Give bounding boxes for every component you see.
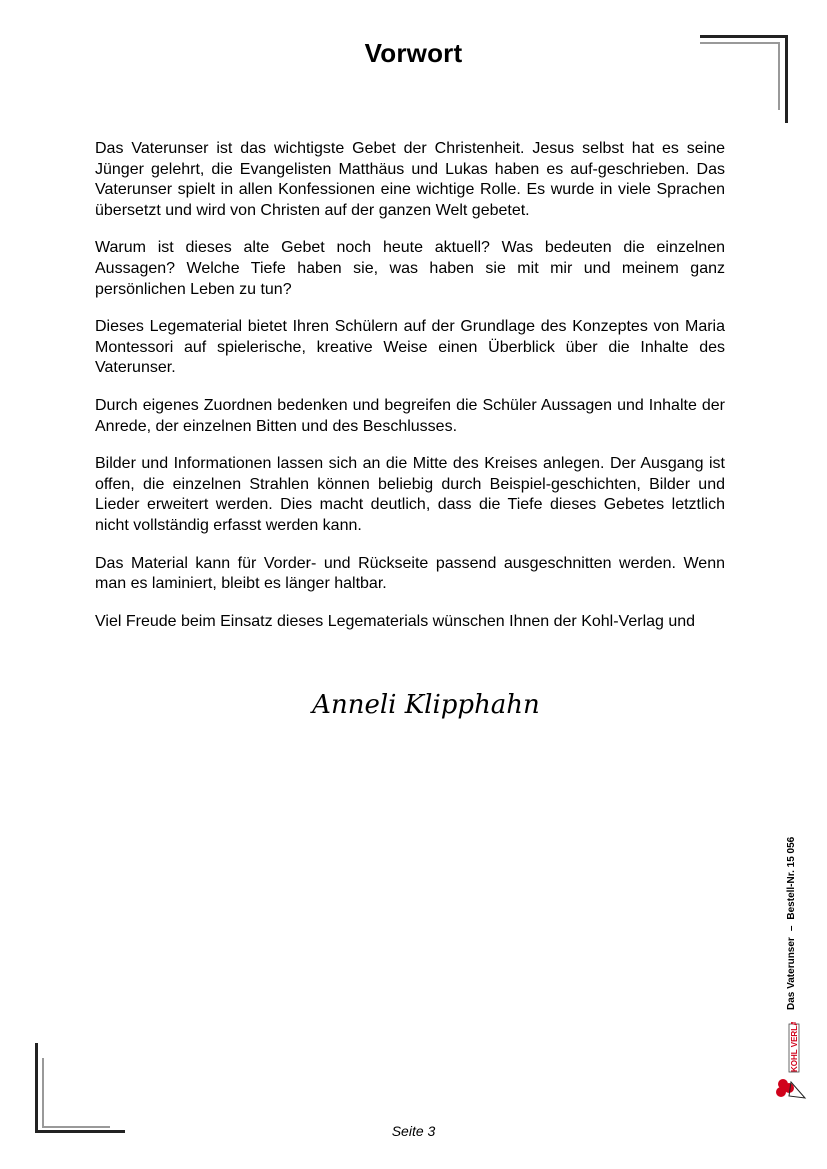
signature: Anneli Klipphahn [312, 690, 540, 720]
paragraph: Bilder und Informationen lassen sich an die Mitte des Kreises anlegen. Der Ausgang ist offen, die einzelnen Strahlen können beliebig durch Beispiel-geschichten, Bilder und Lieder erweitert werden. Dies macht deutlich, dass die Tiefe dieses Gebetes letztlich nicht vollständig erfasst werden kann. [95, 455, 725, 534]
separator: – [786, 925, 797, 932]
paragraph: Das Vaterunser ist das wichtigste Gebet der Christenheit. Jesus selbst hat es seine Jünger gelehrt, die Evangelisten Matthäus und Lukas haben es auf-geschrieben. Das Vaterunser spielt in allen Konfessionen eine wichtige Rolle. Es wurde in viele Sprachen übersetzt und wird von Christen auf der ganzen Welt gebetet. [95, 140, 725, 219]
page-title: Vorwort [364, 38, 463, 68]
order-number: Bestell-Nr. 15 056 [786, 836, 797, 920]
side-publication-info [786, 830, 797, 1010]
logo-icon [775, 1022, 809, 1102]
paragraph: Warum ist dieses alte Gebet noch heute aktuell? Was bedeuten die einzelnen Aussagen? Welche Tiefe haben sie, was haben sie mit mir und meinem ganz persönlichen Leben zu tun? [95, 239, 725, 298]
paragraph: Das Material kann für Vorder- und Rückseite passend ausgeschnitten werden. Wenn man es laminiert, bleibt es länger haltbar. [95, 554, 725, 593]
paragraph: Viel Freude beim Einsatz dieses Legematerials wünschen Ihnen der Kohl-Verlag und [95, 612, 696, 630]
book-title: Das Vaterunser [786, 937, 797, 1010]
page-number: Seite 3 [391, 1123, 436, 1139]
body-text [95, 139, 725, 649]
paragraph: Dieses Legematerial bietet Ihren Schülern auf der Grundlage des Konzeptes von Maria Montessori auf spielerische, kreative Weise einen Überblick über die Inhalte des Vaterunser. [95, 318, 725, 377]
corner-frame-bottom-left-inner [42, 1058, 110, 1128]
paragraph: Durch eigenes Zuordnen bedenken und begreifen die Schüler Aussagen und Inhalte der Anrede, der einzelnen Bitten und des Beschlusses. [95, 396, 725, 435]
kohl-verlag-logo [775, 1022, 809, 1102]
logo-text: KOHL VERLAG [790, 1022, 799, 1072]
